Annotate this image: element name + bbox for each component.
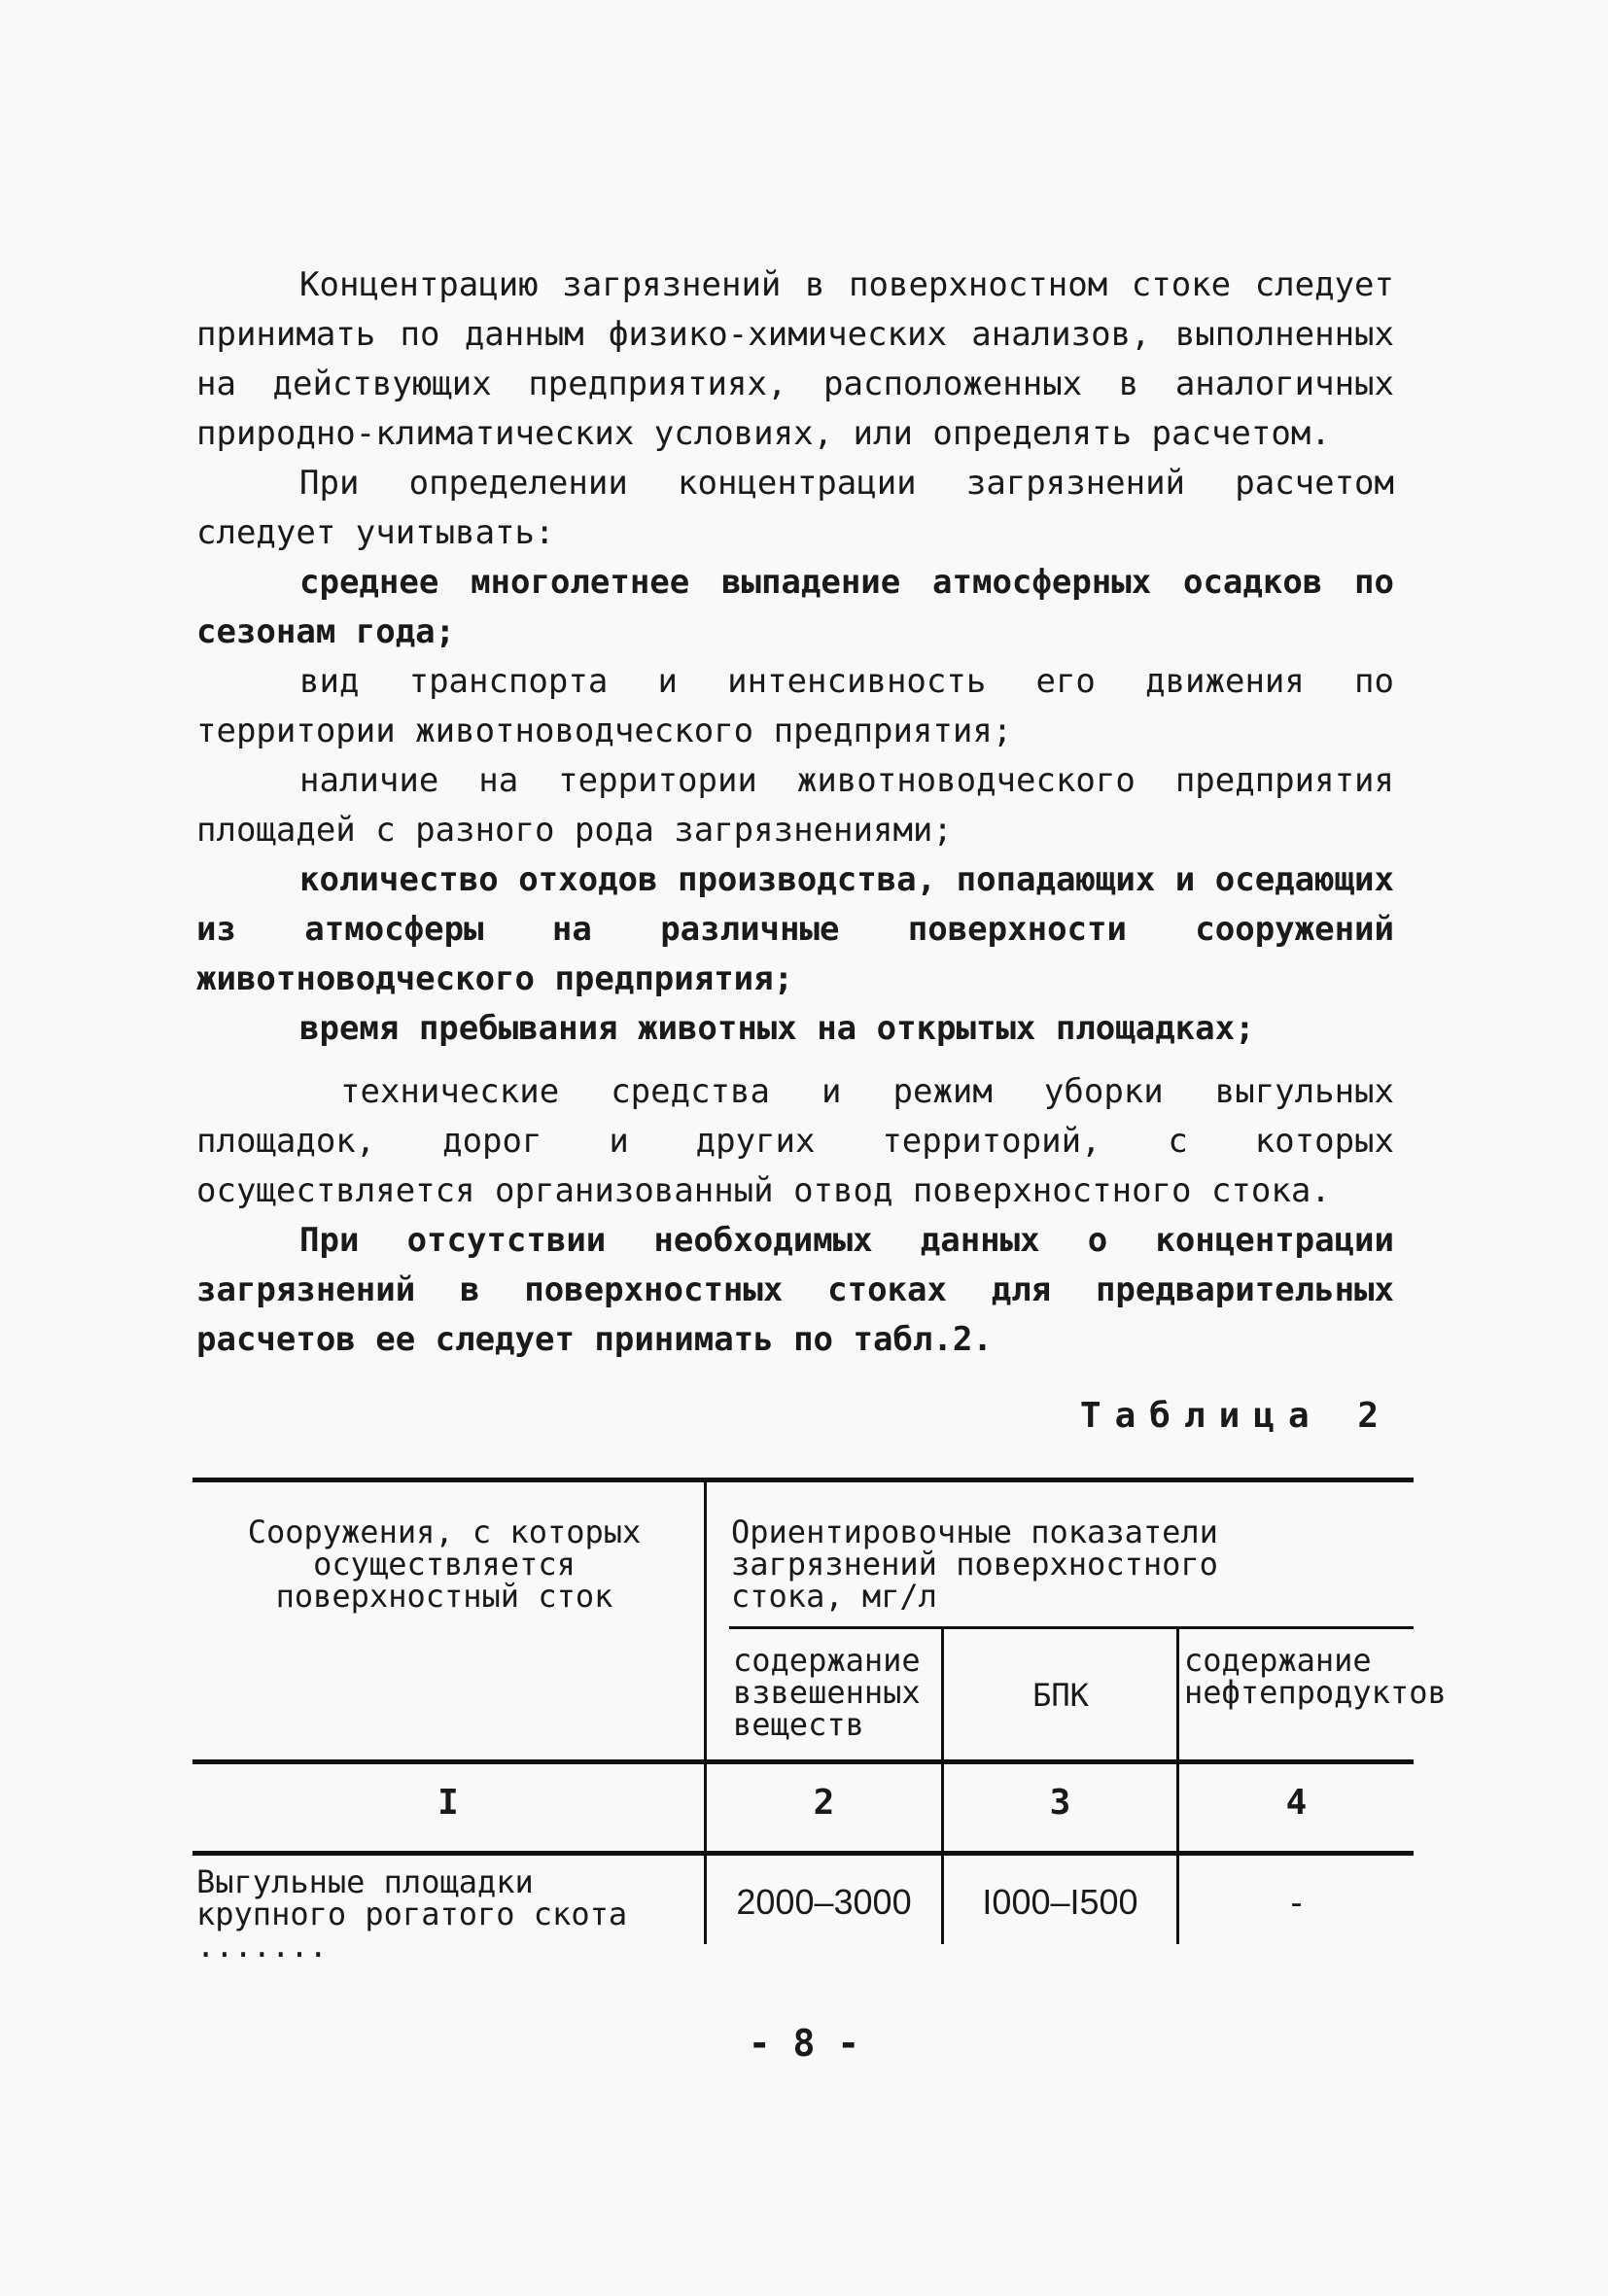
table-header-bottom-rule (192, 1759, 1414, 1764)
body-text (196, 261, 1394, 1365)
table-top-rule (192, 1478, 1414, 1482)
table-subheader-oil: содержание нефтепродуктов (1184, 1642, 1447, 1711)
table-row-bpk: I000–I500 (982, 1882, 1138, 1922)
paragraph-1: Концентрацию загрязнений в поверхностном стоке следует принимать по данным физико-химических анализов, выполненных на действующих предприятиях, расположенных в аналогичных природно-климатических условиях, или определять расчетом. (196, 265, 1394, 453)
paragraph-2: При определении концентрации загрязнений расчетом следует учитывать: (196, 464, 1394, 552)
table-subheader-bpk: БПК (1032, 1677, 1089, 1714)
table-colnum-2: 2 (813, 1783, 835, 1823)
table-header-structures: Сооружения, с которых осуществляется поверхностный сток (247, 1513, 642, 1615)
table-colnum-3: 3 (1049, 1783, 1071, 1823)
paragraph-7: время пребывания животных на открытых площадках; (299, 1009, 1255, 1048)
table-col-divider-1 (704, 1479, 707, 1944)
table-numbers-bottom-rule (192, 1851, 1414, 1856)
page-number: - 8 - (748, 2022, 860, 2065)
paragraph-9: При отсутствии необходимых данных о концентрации загрязнений в поверхностных стоках для предварительных расчетов ее следует принимать по табл.2. (196, 1221, 1394, 1359)
table-group-rule (729, 1626, 1414, 1629)
table-row-oil: - (1290, 1882, 1303, 1922)
paragraph-8: технические средства и режим уборки выгульных площадок, дорог и других территорий, с которых осуществляется организованный отвод поверхностного стока. (196, 1072, 1394, 1210)
table-header-group: Ориентировочные показатели загрязнений поверхностного стока, мг/л (731, 1513, 1218, 1615)
table-colnum-4: 4 (1285, 1783, 1308, 1823)
table-row-suspended: 2000–3000 (736, 1882, 912, 1922)
paragraph-3: среднее многолетнее выпадение атмосферных осадков по сезонам года; (196, 563, 1394, 651)
paragraph-6: количество отходов производства, попадающих и оседающих из атмосферы на различные поверхности сооружений животноводческого предприятия; (196, 860, 1394, 998)
paragraph-4: вид транспорта и интенсивность его движения по территории животноводческого предприятия; (196, 662, 1394, 750)
table-colnum-1: I (437, 1783, 459, 1823)
table-row-name: Выгульные площадки крупного рогатого скота ....... (196, 1863, 628, 1965)
table-caption: Таблица 2 (1079, 1396, 1392, 1436)
table-subheader-suspended: содержание взвешенных веществ (733, 1642, 921, 1743)
paragraph-5: наличие на территории животноводческого предприятия площадей с разного рода загрязнениями; (196, 761, 1394, 850)
pollution-table (192, 1478, 1447, 1965)
